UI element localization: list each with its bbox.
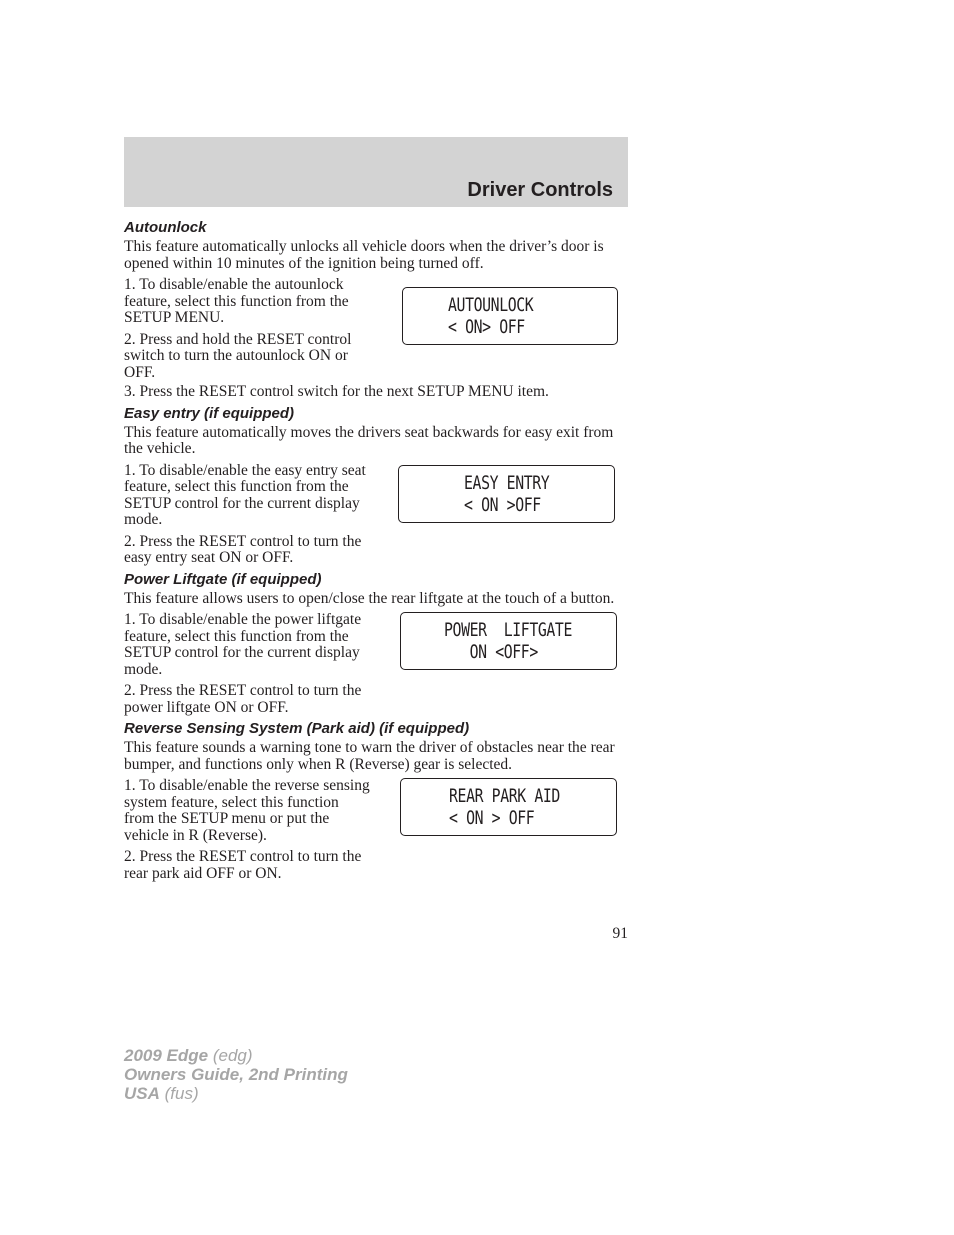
display-line: < ON> OFF <box>448 316 525 338</box>
steps-list <box>124 778 372 882</box>
message-center-display <box>400 612 617 670</box>
footer-market: USA <box>124 1084 160 1103</box>
section-heading: Reverse Sensing System (Park aid) (if equipped) <box>124 720 470 737</box>
display-line: POWER LIFTGATE <box>444 619 572 641</box>
steps-row <box>124 277 628 381</box>
step-item: 2. Press the RESET control to turn the rear park aid OFF or ON. <box>124 848 362 882</box>
section-header-band <box>124 137 628 207</box>
steps-row <box>124 778 628 882</box>
display-line: AUTOUNLOCK <box>448 294 534 316</box>
steps-list <box>124 612 372 716</box>
display-line: REAR PARK AID <box>449 785 560 807</box>
section-power-liftgate <box>124 570 628 717</box>
steps-row <box>124 463 628 567</box>
steps-row <box>124 612 628 716</box>
footer-model: 2009 Edge <box>124 1046 209 1065</box>
footer-line <box>124 1084 348 1103</box>
footer-market-code: (fus) <box>159 1084 199 1103</box>
step-item: 1. To disable/enable the easy entry seat feature, select this function from the SETUP control for the current display mode. <box>124 461 366 528</box>
section-intro: This feature automatically moves the drivers seat backwards for easy exit from the vehicle. <box>124 423 614 457</box>
step-item: 3. Press the RESET control switch for the next SETUP MENU item. <box>124 383 549 400</box>
section-easy-entry <box>124 404 628 567</box>
message-center-display <box>400 778 617 836</box>
steps-list <box>124 463 372 567</box>
section-title: Driver Controls <box>467 179 613 201</box>
message-center-display <box>402 287 618 345</box>
page-number: 91 <box>612 925 628 942</box>
section-intro: This feature sounds a warning tone to warn the driver of obstacles near the rear bumper, and functions only when R (Reverse) gear is selected. <box>124 739 615 773</box>
step-item: 2. Press and hold the RESET control switch to turn the autounlock ON or OFF. <box>124 330 352 381</box>
step-item: 2. Press the RESET control to turn the power liftgate ON or OFF. <box>124 682 362 716</box>
page-content <box>124 218 628 882</box>
footer-model-code: (edg) <box>208 1046 253 1065</box>
display-line: EASY ENTRY <box>464 471 550 494</box>
section-intro: This feature allows users to open/close the rear liftgate at the touch of a button. <box>124 589 615 607</box>
step-item: 1. To disable/enable the autounlock feature, select this function from the SETUP MENU. <box>124 276 349 326</box>
footer-edition: Owners Guide, 2nd Printing <box>124 1065 348 1084</box>
document-footer <box>124 1046 348 1103</box>
footer-line <box>124 1065 348 1084</box>
step-item: 2. Press the RESET control to turn the easy entry seat ON or OFF. <box>124 532 362 566</box>
step-item: 1. To disable/enable the reverse sensing system feature, select this function from the SETUP menu or put the vehicle in R (Reverse). <box>124 777 370 844</box>
steps-list <box>124 277 374 381</box>
section-intro: This feature automatically unlocks all vehicle doors when the driver’s door is opened within 10 minutes of the ignition being turned off. <box>124 238 604 272</box>
section-autounlock <box>124 218 628 401</box>
section-heading: Power Liftgate (if equipped) <box>124 570 322 588</box>
section-reverse-sensing <box>124 719 628 882</box>
step-item: 1. To disable/enable the power liftgate feature, select this function from the SETUP control for the current display mode. <box>124 611 362 678</box>
section-heading: Autounlock <box>124 219 207 236</box>
display-line: ON <OFF> <box>444 641 538 663</box>
message-center-display <box>398 465 615 523</box>
section-heading: Easy entry (if equipped) <box>124 404 295 422</box>
display-line: < ON >OFF <box>464 493 541 516</box>
display-line: < ON > OFF <box>449 807 535 829</box>
footer-line <box>124 1046 348 1065</box>
